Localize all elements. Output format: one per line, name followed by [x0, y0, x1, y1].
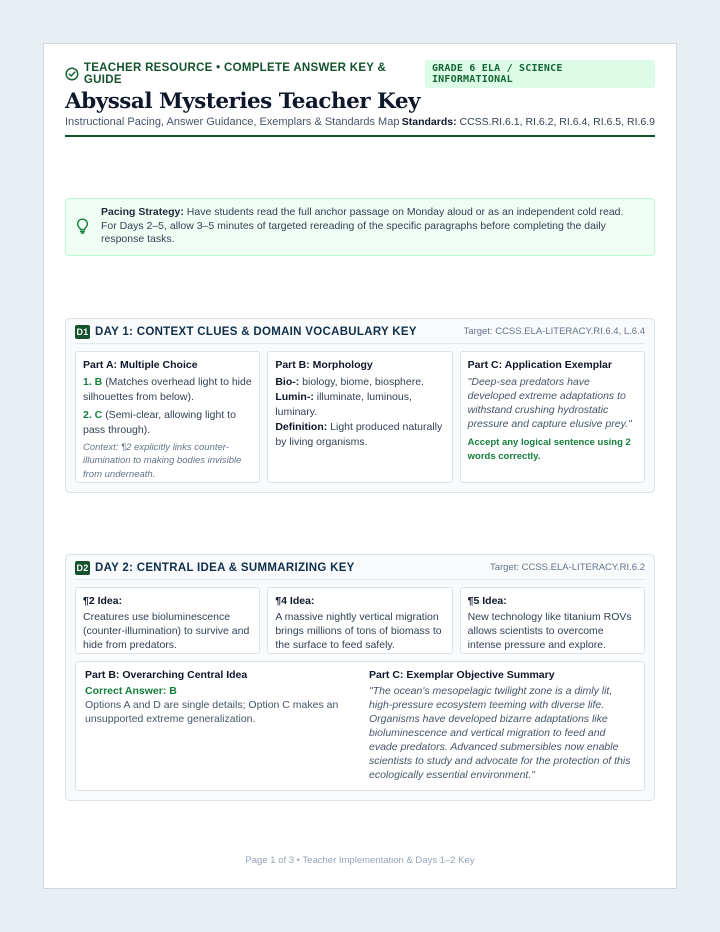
answer-2-key: 2. C — [83, 408, 103, 421]
eyebrow-text: TEACHER RESOURCE • COMPLETE ANSWER KEY & GUIDE — [83, 62, 387, 86]
bio-text: biology, biome, biosphere. — [302, 375, 424, 388]
day1-section — [65, 318, 655, 493]
summary-heading: Part C: Exemplar Objective Summary — [369, 668, 555, 681]
day2-part-b — [76, 662, 360, 790]
header-top-row — [65, 62, 655, 86]
subtitle-row — [65, 116, 655, 137]
idea-text: Creatures use bioluminescence (counter-illumination) to survive and hide from predators. — [83, 610, 250, 651]
idea-text: A massive nightly vertical migration brings millions of tons of biomass to the surface to feed safely. — [275, 610, 442, 651]
lumin-row — [275, 390, 444, 420]
grade-badge: GRADE 6 ELA / SCIENCE INFORMATIONAL — [425, 60, 655, 88]
exemplar-summary: "The ocean's mesopelagic twilight zone is a dimly lit, high-pressure ecosystem teeming with diverse life. Organisms have developed bizarre adaptations like bioluminescence and vertical migration to feed and evade predators. Advanced submersibles now enable scientists to study and advocate for the protection of this ecologically essential environment." — [369, 684, 631, 781]
standards-label: Standards: — [401, 116, 457, 128]
part-b-heading: Part B: Morphology — [275, 358, 373, 371]
page-title: Abyssal Mysteries Teacher Key — [65, 89, 421, 114]
exemplar-quote: "Deep-sea predators have developed extreme adaptations to withstand crushing hydrostatic pressure and capture elusive prey." — [467, 375, 632, 430]
lumin-text: illuminate, luminous, luminary. — [275, 390, 412, 418]
idea-heading: ¶4 Idea: — [275, 594, 315, 607]
pacing-callout — [65, 198, 655, 256]
answer-1-text: (Matches overhead light to hide silhouettes from below). — [83, 375, 252, 403]
day1-title — [75, 325, 417, 339]
pacing-label: Pacing Strategy: — [101, 206, 184, 218]
definition-row — [275, 420, 444, 450]
answer-explanation: Options A and D are single details; Option C makes an unsupported extreme generalization. — [85, 698, 339, 725]
day1-part-c-card — [460, 351, 645, 483]
context-note: Context: ¶2 explicitly links counter-illumination to making bodies invisible from underneath. — [83, 441, 242, 480]
standards-list — [402, 116, 655, 128]
eyebrow — [65, 62, 425, 86]
day1-target: Target: CCSS.ELA-LITERACY.RI.6.4, L.6.4 — [463, 326, 645, 337]
day2-title — [75, 561, 355, 575]
day2-parts-card — [75, 661, 645, 791]
day1-header — [75, 326, 645, 344]
day1-part-b-card — [267, 351, 452, 483]
answer-2 — [83, 408, 252, 438]
day1-part-a-card — [75, 351, 260, 483]
lightbulb-icon — [76, 218, 89, 234]
idea-card-p4 — [267, 587, 452, 654]
day2-header — [75, 562, 645, 580]
lumin-key: Lumin-: — [275, 390, 314, 403]
idea-card-p5 — [460, 587, 645, 654]
answer-key-page — [43, 43, 677, 889]
definition-text: Light produced naturally by living organisms. — [275, 420, 443, 448]
correct-answer: Correct Answer: B — [85, 684, 177, 697]
answer-1-key: 1. B — [83, 375, 103, 388]
definition-key: Definition: — [275, 420, 328, 433]
day2-idea-cards — [75, 587, 645, 654]
day1-badge: D1 — [76, 326, 89, 337]
central-idea-heading: Part B: Overarching Central Idea — [85, 668, 248, 681]
page-subtitle: Instructional Pacing, Answer Guidance, Exemplars & Standards Map — [65, 116, 400, 128]
part-a-heading: Part A: Multiple Choice — [83, 358, 198, 371]
pacing-text: Have students read the full anchor passage on Monday aloud or as an independent cold read. For Days 2–5, allow 3–5 minutes of targeted rereading of the specific paragraphs before completing the daily response tasks. — [101, 206, 624, 245]
day2-title-text: DAY 2: CENTRAL IDEA & SUMMARIZING KEY — [95, 561, 355, 574]
part-c-heading: Part C: Application Exemplar — [467, 358, 612, 371]
day2-target: Target: CCSS.ELA-LITERACY.RI.6.2 — [489, 562, 645, 573]
idea-heading: ¶2 Idea: — [83, 594, 123, 607]
standards-value: CCSS.RI.6.1, RI.6.2, RI.6.4, RI.6.5, RI.6.9 — [459, 116, 655, 128]
bio-row — [275, 375, 444, 390]
page-footer: Page 1 of 3 • Teacher Implementation & Days 1–2 Key — [245, 855, 475, 866]
day1-title-text: DAY 1: CONTEXT CLUES & DOMAIN VOCABULARY KEY — [95, 325, 417, 338]
check-circle-icon — [65, 67, 79, 81]
answer-2-text: (Semi-clear, allowing light to pass through). — [83, 408, 236, 436]
day1-cards — [75, 351, 645, 483]
day2-section — [65, 554, 655, 801]
day2-part-c — [360, 662, 644, 790]
answer-1 — [83, 375, 252, 405]
bio-key: Bio-: — [275, 375, 300, 388]
idea-card-p2 — [75, 587, 260, 654]
idea-heading: ¶5 Idea: — [467, 594, 507, 607]
idea-text: New technology like titanium ROVs allows scientists to overcome intense pressure and explore. — [467, 610, 632, 651]
day2-badge: D2 — [76, 562, 89, 573]
accept-note: Accept any logical sentence using 2 words correctly. — [467, 436, 631, 462]
